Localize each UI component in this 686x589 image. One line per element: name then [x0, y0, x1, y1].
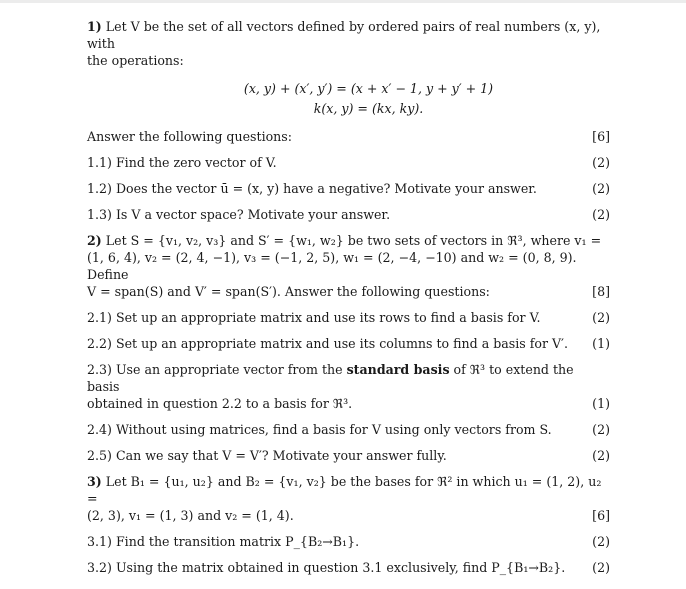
q2-item3-post: of ℜ³ to extend the basis [87, 362, 574, 394]
q1-item-1 [87, 154, 610, 171]
q3-line2: (2, 3), v₁ = (1, 3) and v₂ = (1, 4). [87, 508, 294, 523]
q3-number: 3) [87, 474, 102, 489]
q3-item-text: 3.2) Using the matrix obtained in question 3.1 exclusively, find P_{B₁→B₂}. [87, 560, 566, 575]
q1-intro-line2: the operations: [87, 53, 184, 68]
q1-item-3 [87, 206, 610, 223]
q2-item-3 [87, 361, 610, 412]
q2-item3-bold: standard basis [346, 362, 450, 377]
q1-item-2 [87, 180, 610, 197]
q2-item3-line2: obtained in question 2.2 to a basis for ℜ³. [87, 396, 353, 411]
q1-item-text: 1.3) Is V a vector space? Motivate your answer. [87, 207, 391, 222]
q2-item-marks: (1) [592, 336, 610, 351]
q3-item-marks: (2) [592, 534, 610, 549]
q2-line3: V = span(S) and V′ = span(S′). Answer the following questions: [87, 284, 490, 299]
assignment-document [87, 18, 610, 576]
q2-line1: Let S = {v₁, v₂, v₃} and S′ = {w₁, w₂} be two sets of vectors in ℜ³, where v₁ = [105, 233, 602, 248]
q3-total-marks: [6] [592, 508, 610, 523]
q1-total-marks: [6] [592, 129, 610, 144]
q2-item-2 [87, 335, 610, 352]
q2-number: 2) [87, 233, 102, 248]
q2-item-marks: (2) [592, 422, 610, 437]
q3-line1: Let B₁ = {u₁, u₂} and B₂ = {v₁, v₂} be the bases for ℜ² in which u₁ = (1, 2), u₂ = [87, 474, 602, 506]
q1-operations [87, 79, 610, 119]
q3-item-2 [87, 559, 610, 576]
q2-item-text: 2.5) Can we say that V = V′? Motivate your answer fully. [87, 448, 447, 463]
q2-line2: (1, 6, 4), v₂ = (2, 4, −1), v₃ = (−1, 2, 5), w₁ = (2, −4, −10) and w₂ = (0, 8, 9). Define [87, 250, 577, 282]
q3-line2-row [87, 507, 610, 524]
q2-item3-line2-row [87, 395, 610, 412]
question-3 [87, 473, 610, 576]
q1-addition-eq: (x, y) + (x′, y′) = (x + x′ − 1, y + y′ + 1) [243, 81, 494, 96]
q2-item-marks: (2) [592, 310, 610, 325]
q3-item-text: 3.1) Find the transition matrix P_{B₂→B₁}. [87, 534, 360, 549]
question-1 [87, 18, 610, 223]
q1-intro-line1: Let V be the set of all vectors defined by ordered pairs of real numbers (x, y), with [87, 19, 601, 51]
q2-item-1 [87, 309, 610, 326]
q2-intro [87, 232, 610, 300]
top-border [0, 0, 686, 3]
q1-scalar-eq: k(x, y) = (kx, ky). [313, 101, 424, 116]
q1-intro [87, 18, 610, 69]
q1-item-marks: (2) [592, 181, 610, 196]
q2-item-5 [87, 447, 610, 464]
question-2 [87, 232, 610, 464]
q1-item-marks: (2) [592, 207, 610, 222]
q2-item-marks: (2) [592, 448, 610, 463]
q1-number: 1) [87, 19, 102, 34]
q2-line3-row [87, 283, 610, 300]
q2-item-text: 2.2) Set up an appropriate matrix and use its columns to find a basis for V′. [87, 336, 568, 351]
q3-item-marks: (2) [592, 560, 610, 575]
q2-item-4 [87, 421, 610, 438]
q2-total-marks: [8] [592, 284, 610, 299]
q1-answer-prompt-row [87, 128, 610, 145]
q2-item-text: 2.4) Without using matrices, find a basis for V using only vectors from S. [87, 422, 552, 437]
q1-item-text: 1.1) Find the zero vector of V. [87, 155, 277, 170]
q3-item-1 [87, 533, 610, 550]
q3-intro [87, 473, 610, 524]
q2-item-text: 2.1) Set up an appropriate matrix and use its rows to find a basis for V. [87, 310, 541, 325]
q1-item-text: 1.2) Does the vector ū = (x, y) have a negative? Motivate your answer. [87, 181, 537, 196]
q1-answer-prompt: Answer the following questions: [87, 129, 292, 144]
q2-item3-marks: (1) [592, 396, 610, 411]
q1-item-marks: (2) [592, 155, 610, 170]
q2-item3-pre: 2.3) Use an appropriate vector from the [87, 362, 347, 377]
